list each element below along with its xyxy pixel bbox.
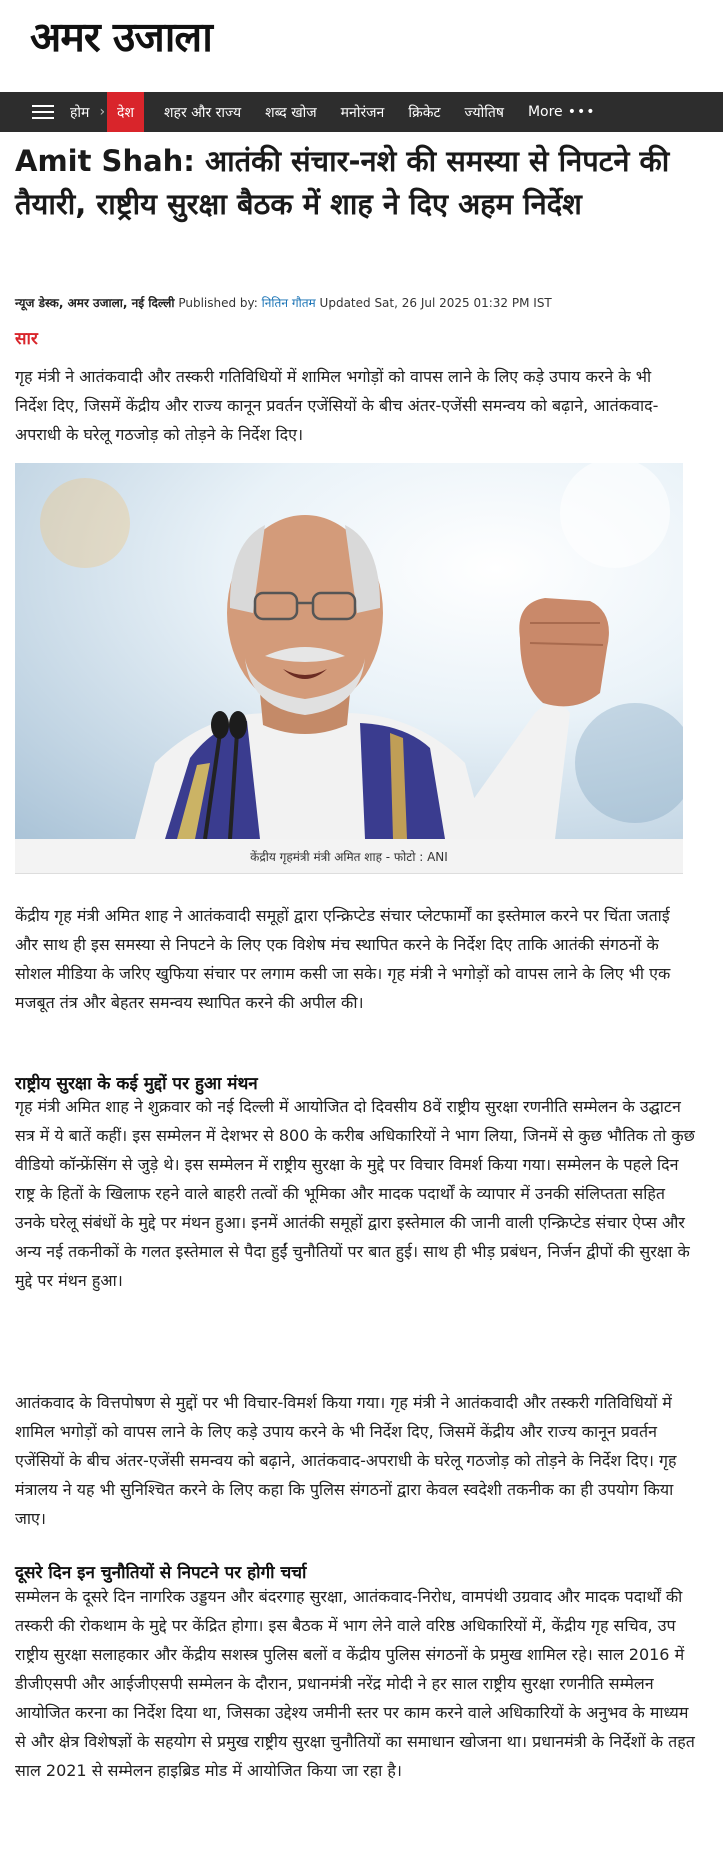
article-paragraph-1: केंद्रीय गृह मंत्री अमित शाह ने आतंकवादी समूहों द्वारा एन्क्रिप्टेड संचार प्लेटफार्मों का इस्तेमाल करने पर चिंता जताई और साथ ही इस समस्या से निपटने के लिए एक विशेष मंच स्थापित करने के निर्देश दिए ताकि आतंकी संगठनों के सोशल मीडिया के जरिए खुफिया संचार पर लगाम कसी जा सके। गृह मंत्री ने भगोड़ों को वापस लाने के लिए भी एक मजबूत तंत्र और बेहतर समन्वय स्थापित करने की अपील की। <box>15 906 671 1012</box>
more-dots-icon: ••• <box>567 104 596 120</box>
nav-item-cricket[interactable]: क्रिकेट <box>408 104 441 121</box>
summary-label: सार <box>15 329 38 349</box>
nav-item-astrology[interactable]: ज्योतिष <box>464 104 504 121</box>
speaker-photo-illustration <box>15 463 683 839</box>
breadcrumb-separator-icon: › <box>99 104 106 120</box>
article-paragraph-3: आतंकवाद के वित्तपोषण से मुद्दों पर भी विचार-विमर्श किया गया। गृह मंत्री ने आतंकवादी और तस्करी गतिविधियों में शामिल भगोड़ों को वापस लाने के लिए कड़े उपाय करने के भी निर्देश दिए, जिसमें केंद्रीय और राज्य कानून प्रवर्तन एजेंसियों के बीच अंतर-एजेंसी समन्वय को बढ़ाने, आतंकवाद-अपराधी के घरेलू गठजोड़ को तोड़ने के निर्देश दिए। गृह मंत्रालय ने यह भी सुनिश्चित करने के लिए कहा कि पुलिस संगठनों द्वारा केवल स्वदेशी तकनीक का ही उपयोग किया जाए। <box>15 1393 677 1528</box>
image-caption: केंद्रीय गृहमंत्री मंत्री अमित शाह - फोटो : ANI <box>15 839 683 874</box>
article-paragraph-4: सम्मेलन के दूसरे दिन नागरिक उड्डयन और बंदरगाह सुरक्षा, आतंकवाद-निरोध, वामपंथी उग्रवाद और मादक पदार्थों की तस्करी की रोकथाम के मुद्दे पर केंद्रित होगा। इस बैठक में भाग लेने वाले वरिष्ठ अधिकारियों में, केंद्रीय गृह सचिव, उप राष्ट्रीय सुरक्षा सलाहकार और केंद्रीय सशस्त्र पुलिस बलों व केंद्रीय पुलिस संगठनों के प्रमुख शामिल रहे। साल 2016 में डीजीएसपी और आईजीएसपी सम्मेलन के दौरान, प्रधानमंत्री नरेंद्र मोदी ने हर साल राष्ट्रीय सुरक्षा रणनीति सम्मेलन आयोजित करना का निर्देश दिया था, जिसका उद्देश्य जमीनी स्तर पर काम करने वाले अधिकारियों के अनुभव के माध्यम से और क्षेत्र विशेषज्ञों के सहयोग से प्रमुख राष्ट्रीय सुरक्षा चुनौतियों का समाधान खोजना था। प्रधानमंत्री के निर्देशों के तहत साल 2021 से सम्मेलन हाइब्रिड मोड में आयोजित किया जा रहा है। <box>15 1587 695 1780</box>
site-logo-text: अमर उजाला <box>30 12 212 61</box>
article-headline: Amit Shah: आतंकी संचार-नशे की समस्या से निपटने की तैयारी, राष्ट्रीय सुरक्षा बैठक में शाह ने दिए अहम निर्देश <box>15 144 670 221</box>
byline-author-link[interactable]: नितिन गौतम <box>261 296 316 310</box>
byline-updated: Updated Sat, 26 Jul 2025 01:32 PM IST <box>319 296 552 310</box>
article-byline <box>15 294 715 311</box>
nav-item-desh[interactable]: देश <box>107 92 144 132</box>
article-paragraph-2: गृह मंत्री अमित शाह ने शुक्रवार को नई दिल्ली में आयोजित दो दिवसीय 8वें राष्ट्रीय सुरक्षा रणनीति सम्मेलन के उद्घाटन सत्र में ये बातें कहीं। इस सम्मेलन में देशभर से 800 के करीब अधिकारियों ने भाग लिया, जिनमें से कुछ भौतिक तो कुछ वीडियो कॉन्फ्रेंसिंग से जुड़े थे। इस सम्मेलन में राष्ट्रीय सुरक्षा के मुद्दे पर विचार विमर्श किया गया। सम्मेलन के पहले दिन राष्ट्र के हितों के खिलाफ रहने वाले बाहरी तत्वों की भूमिका और मादक पदार्थों के व्यापार में उनकी संलिप्तता सहित उनके घरेलू संबंधों के मुद्दे पर मंथन हुआ। इनमें आतंकी समूहों द्वारा इस्तेमाल की जानी वाली एन्क्रिप्टेड संचार ऐप्स और अन्य नई तकनीकों के गलत इस्तेमाल से पैदा हुईं चुनौतियों पर बात हुई। साथ ही भीड़ प्रबंधन, निर्जन द्वीपों की सुरक्षा के मुद्दे पर मंथन हुआ। <box>15 1097 695 1290</box>
more-label: More <box>527 104 563 120</box>
nav-item-city-state[interactable]: शहर और राज्य <box>164 104 242 121</box>
main-nav <box>0 92 723 132</box>
section-heading-2: दूसरे दिन इन चुनौतियों से निपटने पर होगी चर्चा <box>15 1563 307 1583</box>
section-heading-1: राष्ट्रीय सुरक्षा के कई मुद्दों पर हुआ मंथन <box>15 1074 258 1094</box>
article-hero-image <box>15 463 683 839</box>
byline-published-label: Published by: <box>178 296 258 310</box>
nav-item-word-search[interactable]: शब्द खोज <box>265 104 317 121</box>
article-summary: गृह मंत्री ने आतंकवादी और तस्करी गतिविधियों में शामिल भगोड़ों को वापस लाने के लिए कड़े उपाय करने के भी निर्देश दिए, जिसमें केंद्रीय और राज्य कानून प्रवर्तन एजेंसियों के बीच अंतर-एजेंसी समन्वय को बढ़ाने, आतंकवाद-अपराधी के घरेलू गठजोड़ को तोड़ने के निर्देश दिए। <box>15 367 659 444</box>
hamburger-menu-icon[interactable] <box>32 105 54 119</box>
nav-item-entertainment[interactable]: मनोरंजन <box>340 104 385 121</box>
nav-item-home[interactable]: होम <box>70 104 90 121</box>
byline-desk: न्यूज डेस्क, अमर उजाला, नई दिल्ली <box>15 296 175 310</box>
nav-item-more[interactable] <box>516 92 608 132</box>
site-logo[interactable] <box>30 14 212 60</box>
